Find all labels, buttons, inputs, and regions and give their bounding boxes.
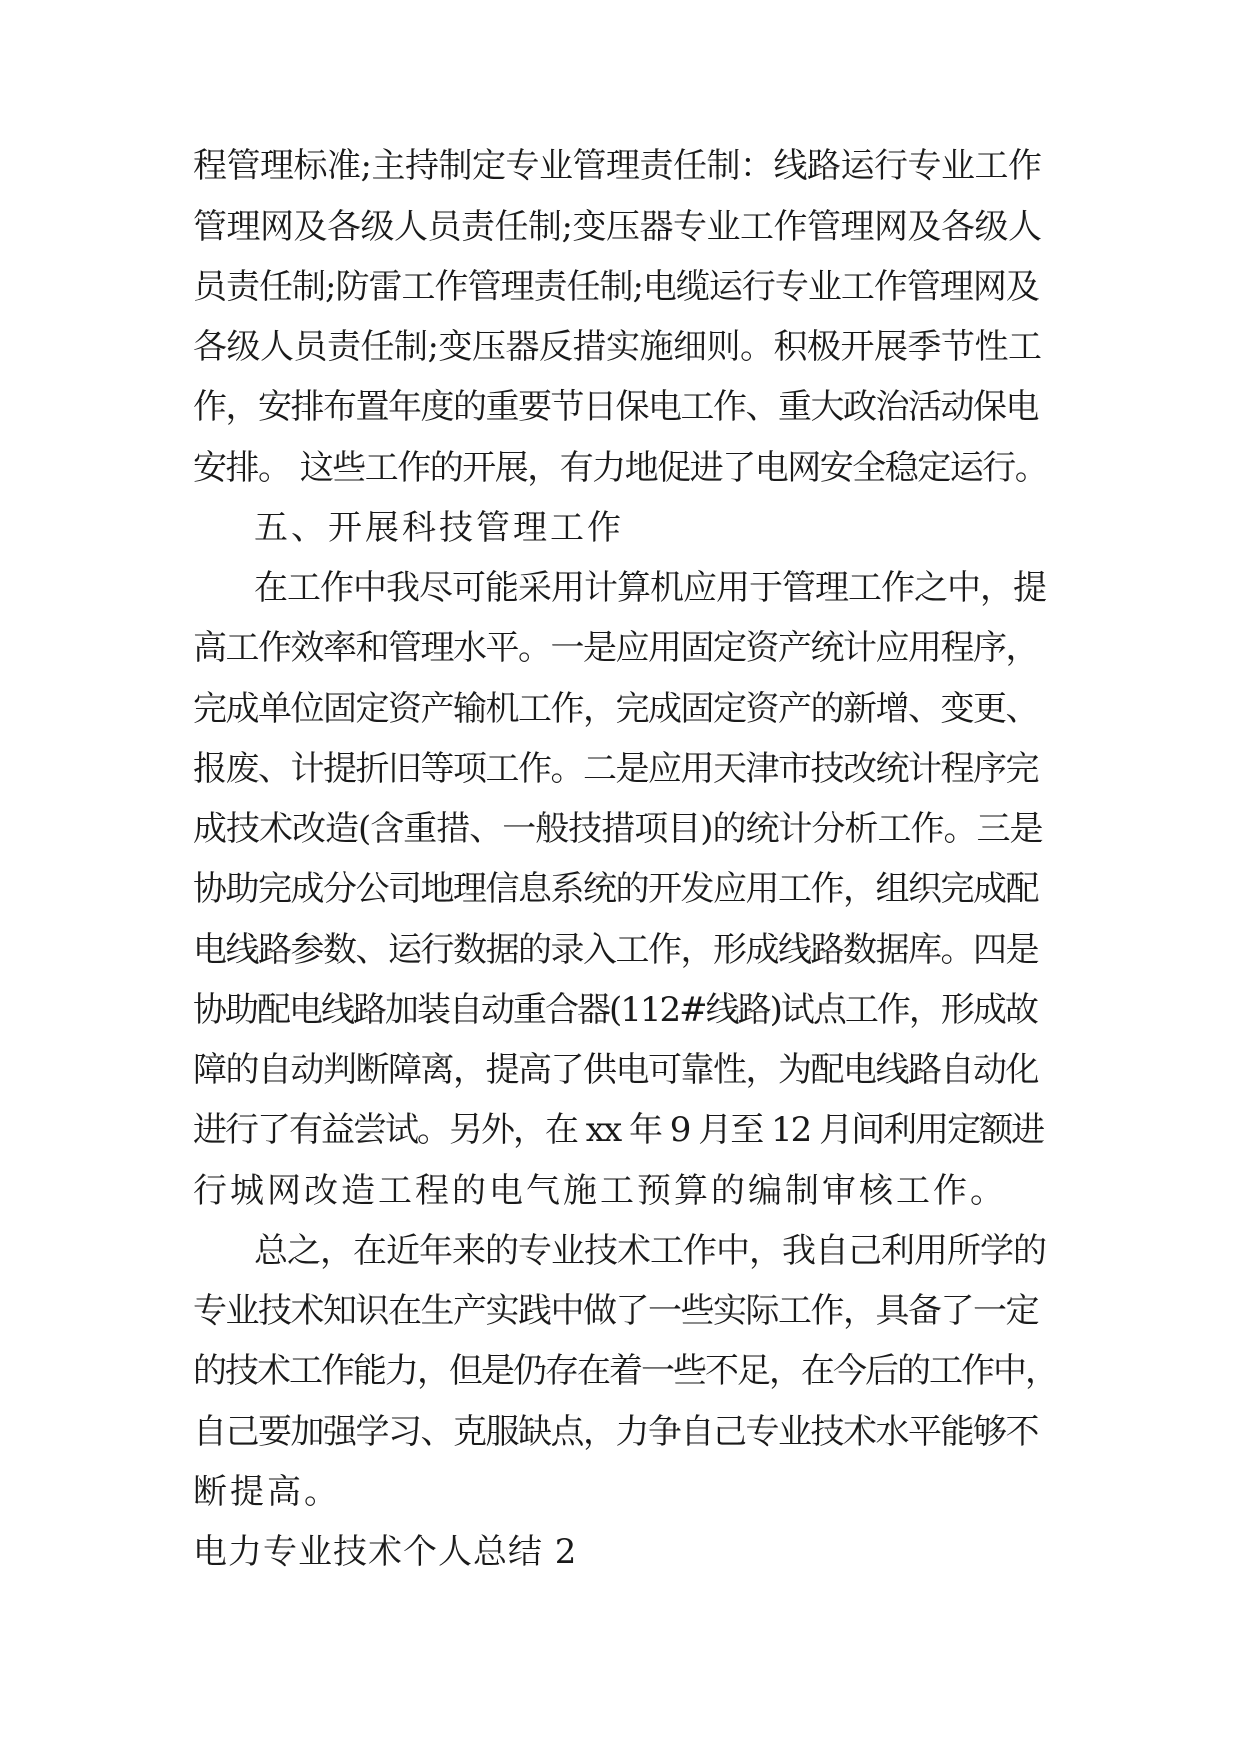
body-line: 自己要加强学习、克服缺点，力争自己专业技术水平能够不 [193,1412,1038,1452]
body-line: 协助完成分公司地理信息系统的开发应用工作，组织完成配 [193,869,1038,909]
body-line: 障的自动判断障离，提高了供电可靠性，为配电线路自动化 [193,1050,1038,1090]
body-line: 在工作中我尽可能采用计算机应用于管理工作之中，提 [254,568,1046,608]
section-heading: 五、开展科技管理工作 [254,508,624,548]
body-line: 完成单位固定资产输机工作，完成固定资产的新增、变更、 [193,689,1038,729]
body-line: 断提高。 [193,1472,341,1512]
document-title: 电力专业技术个人总结 2 [193,1532,578,1572]
body-line: 高工作效率和管理水平。一是应用固定资产统计应用程序， [193,628,1038,668]
body-line: 电线路参数、运行数据的录入工作，形成线路数据库。四是 [193,930,1038,970]
body-line: 安排。 这些工作的开展，有力地促进了电网安全稳定运行。 [193,448,1048,488]
body-line: 进行了有益尝试。另外，在 xx 年 9 月至 12 月间利用定额进 [193,1110,1044,1150]
body-line: 专业技术知识在生产实践中做了一些实际工作，具备了一定 [193,1291,1038,1331]
body-line: 员责任制;防雷工作管理责任制;电缆运行专业工作管理网及 [193,267,1039,307]
body-line: 的技术工作能力，但是仍存在着一些不足，在今后的工作中， [193,1351,1057,1391]
body-line: 报废、计提折旧等项工作。二是应用天津市技改统计程序完 [193,749,1038,789]
body-line: 总之，在近年来的专业技术工作中，我自己利用所学的 [254,1231,1046,1271]
body-line: 行城网改造工程的电气施工预算的编制审核工作。 [193,1171,1007,1211]
body-line: 协助配电线路加装自动重合器(112#线路)试点工作，形成故 [193,990,1037,1030]
body-line: 各级人员责任制;变压器反措实施细则。积极开展季节性工 [193,327,1042,367]
body-line: 程管理标准;主持制定专业管理责任制：线路运行专业工作 [193,146,1042,186]
body-line: 作，安排布置年度的重要节日保电工作、重大政治活动保电 [193,387,1038,427]
body-line: 管理网及各级人员责任制;变压器专业工作管理网及各级人 [193,207,1042,247]
body-line: 成技术改造(含重措、一般技措项目)的统计分析工作。三是 [193,809,1043,849]
